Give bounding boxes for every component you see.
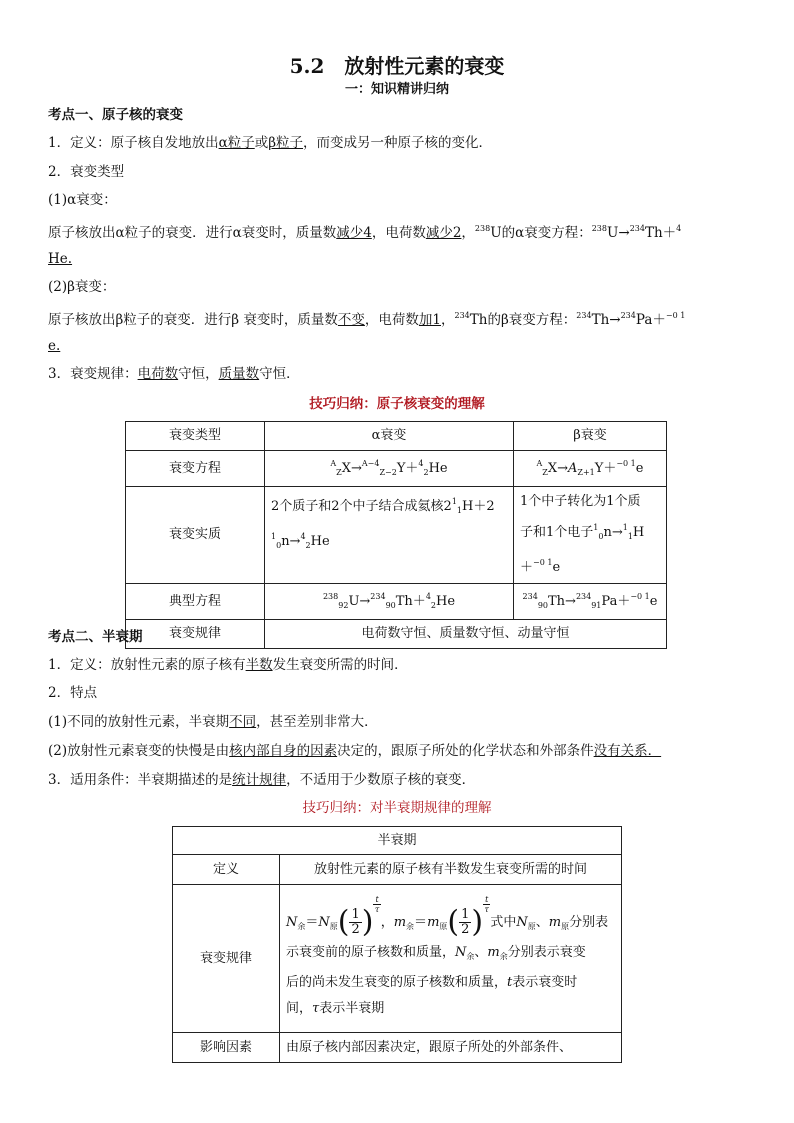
cell-typical-label: 典型方程 [126,584,265,620]
page-title: 5.2 放射性元素的衰变 [289,54,505,78]
cell-rule-label: 衰变规律 [126,620,265,649]
feature-1: (1)不同的放射性元素，半衰期不同，甚至差别非常大． [48,714,378,730]
cell-alpha-header: α衰变 [265,422,514,451]
cell-def: 放射性元素的原子核有半数发生衰变所需的时间 [280,855,622,885]
cell-type-header: 衰变类型 [126,422,265,451]
cell-def-label: 定义 [173,855,280,885]
cell-essence-label: 衰变实质 [126,487,265,584]
cell-rule: 电荷数守恒、质量数守恒、动量守恒 [265,620,667,649]
halflife-table [172,826,622,1063]
cell-rule-body: $N_余=N_原$( $\frac{1}{2}$ ) $\frac{t}{\tau}$ ，$m_余=m_原$( $\frac{1}{2}$ ) $\frac{t}{\tau}$ 式中$N_原$、$m_原$分别表 示衰变前的原子核数和质量，$N_余$、$m_余$分别表示衰变 后的尚未发生衰变的原子核数和质量，t表示衰变时 间，τ表示半衰期 [280,885,622,1033]
cell-halflife-header: 半衰期 [173,827,622,855]
cell-alpha-essence: 2个质子和2个中子结合成氦核$2^1_1H+2$ $^1_0$n→$^4_2$He [265,487,514,584]
alpha-line2: He. [48,251,73,267]
alpha-line1: 原子核放出α粒子的衰变．进行α衰变时，质量数减少4，电荷数减少2，$^{238}$U的α衰变方程：$^{238}$U→$^{234}$Th＋$^4$ [48,224,682,241]
beta-line1: 原子核放出β粒子的衰变．进行β 衰变时，质量数不变，电荷数加1，$^{234}$Th的β衰变方程：$^{234}$Th→$^{234}$Pa＋$^{-0 1}$ [48,311,686,328]
halflife-definition: 1．定义：放射性元素的原子核有半数发生衰变所需的时间． [48,657,408,673]
beta-line2: e. [48,338,61,354]
cell-equation-label: 衰变方程 [126,451,265,487]
halflife-features: 2．特点 [48,685,98,701]
beta-title: (2)β衰变： [48,279,116,295]
cell-factor-label: 影响因素 [173,1033,280,1063]
alpha-title: (1)α衰变： [48,192,117,208]
sec1-types: 2．衰变类型 [48,164,125,180]
cell-beta-typical: $^{234}_{90}$Th→$^{234}_{91}$Pa＋$^{-0 1}$e [514,584,667,620]
cell-alpha-equation: $^A_Z$X→$^{A-4}_{Z-2}$Y＋$^4_2$He [265,451,514,487]
decay-rule: 3．衰变规律：电荷数守恒，质量数守恒． [48,366,300,382]
page-subtitle: 一：知识精讲归纳 [344,82,449,97]
cell-beta-equation: $^A_ZX\to A_{Z+1}Y+^{-0 1}e$ [514,451,667,487]
sec1-definition: 1．定义：原子核自发地放出α粒子或β粒子，而变成另一种原子核的变化． [48,135,493,151]
section1-heading: 考点一、原子核的衰变 [48,107,183,123]
section2-heading: 考点二、半衰期 [48,629,143,645]
cell-beta-header: β衰变 [514,422,667,451]
cell-beta-essence: 1个中子转化为1个质 子和1个电子$^1_0$n→$^1_1$H ＋$^{-0 1}$e [514,487,667,584]
decay-table [125,421,667,649]
tip2-heading: 技巧归纳：对半衰期规律的理解 [302,800,492,816]
applicability: 3．适用条件：半衰期描述的是统计规律，不适用于少数原子核的衰变． [48,772,476,788]
cell-alpha-typical: $^{238}_{92}$U→$^{234}_{90}$Th＋$^4_2$He [265,584,514,620]
tip1-heading: 技巧归纳：原子核衰变的理解 [309,396,485,412]
feature-2: (2)放射性元素衰变的快慢是由核内部自身的因素决定的，跟原子所处的化学状态和外部条件没有关系． [48,743,662,759]
cell-rule-label: 衰变规律 [173,885,280,1033]
cell-factor: 由原子核内部因素决定，跟原子所处的外部条件、 [280,1033,622,1063]
